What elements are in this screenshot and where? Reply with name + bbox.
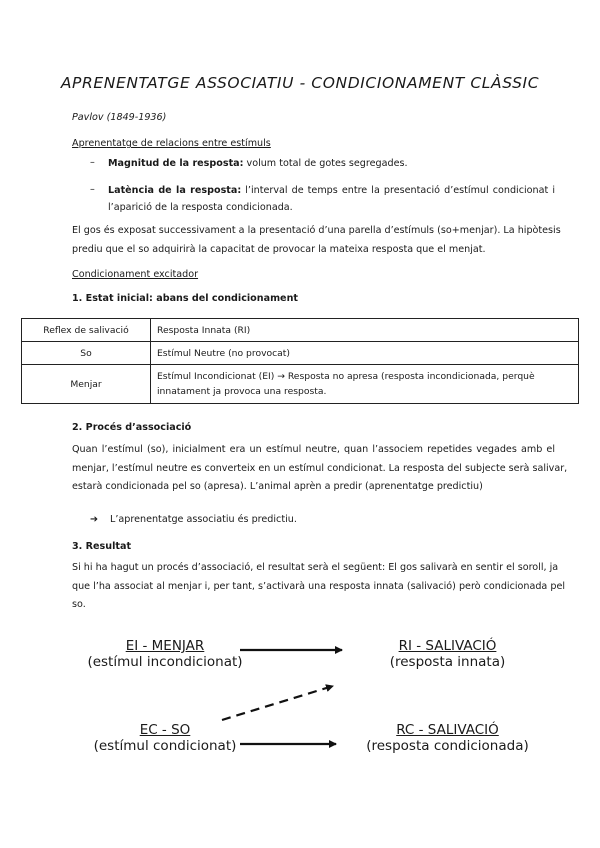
paragraph-line: prediu que el so adquirirà la capacitat de provocar la mateixa resposta que el menjat. [72,243,486,255]
section-heading-relations: Aprenentatge de relacions entre estímuls [72,138,271,149]
bullet-dash: – [90,157,95,168]
bullet-magnitude [108,157,408,170]
bullet-latency-cont: l’aparició de la resposta condicionada. [108,202,293,213]
ec-to-ri-dashed-arrow [222,686,333,720]
step-2-heading: 2. Procés d’associació [72,422,192,433]
bullet-latency [108,184,555,197]
rc-subtitle: (resposta condicionada) [366,738,529,754]
rc-label [340,722,555,754]
ei-subtitle: (estímul incondicionat) [87,654,243,670]
conditioning-table [21,318,579,404]
table-row [22,342,579,365]
paragraph-line: El gos és exposat successivament a la presentació d’una parella d’estímuls (so+menjar). La hipòtesis [72,225,561,236]
table-cell: Reflex de salivació [22,319,151,342]
bullet-term: Magnitud de la resposta: [108,158,244,169]
bullet-term: Latència de la resposta: [108,185,242,196]
table-cell: Resposta Innata (RI) [151,319,579,342]
table-cell: So [22,342,151,365]
bullet-dash: – [90,184,95,195]
paragraph-line: que l’ha associat al menjar i, per tant, s’activarà una resposta innata (salivació) però condicionada pel [72,580,566,592]
intro-paragraph [72,222,561,259]
author-line: Pavlov (1849-1936) [72,112,167,123]
paragraph-line: menjar, l’estímul neutre es converteix en un estímul condicionat. La resposta del subjecte serà salivar, [72,462,568,474]
section-heading-excitatory: Condicionament excitador [72,269,199,280]
ei-label [50,638,280,670]
step-1-heading: 1. Estat inicial: abans del condicionament [72,293,298,304]
cell-line: innatament ja provoca una resposta. [157,386,327,397]
table-row [22,319,579,342]
bullet-text: volum total de gotes segregades. [243,158,408,169]
table-cell: Estímul Neutre (no provocat) [151,342,579,365]
step-3-heading: 3. Resultat [72,541,132,552]
paragraph-line: Si hi ha hagut un procés d’associació, el resultat serà el següent: El gos salivarà en sentir el soroll, ja [72,562,559,573]
ec-subtitle: (estímul condicionat) [93,738,237,754]
ec-title: EC - SO [139,722,191,738]
cell-line: Estímul Incondicionat (EI) → Resposta no apresa (resposta incondicionada, perquè [157,371,535,382]
rc-title: RC - SALIVACIÓ [396,722,499,738]
table-cell [151,365,579,404]
arrow-note: L’aprenentatge associatiu és predictiu. [110,514,297,525]
document-title: APRENENTATGE ASSOCIATIU - CONDICIONAMENT CLÀSSIC [60,74,540,92]
step-2-paragraph [72,441,568,497]
step-3-paragraph [72,559,566,615]
paragraph-line: so. [72,599,86,610]
ri-subtitle: (resposta innata) [389,654,506,670]
ri-label [340,638,555,670]
paragraph-line: Quan l’estímul (so), inicialment era un estímul neutre, quan l’associem repetides vegades amb el [72,444,555,455]
bullet-text: l’interval de temps entre la presentació d’estímul condicionat i [241,185,555,196]
ec-label [50,722,280,754]
ei-title: EI - MENJAR [125,638,205,654]
table-row [22,365,579,404]
paragraph-line: estarà condicionada pel so (apresa). L’animal aprèn a predir (aprenentatge predictiu) [72,481,483,492]
table-cell: Menjar [22,365,151,404]
arrow-bullet-icon: ➔ [90,514,99,525]
ri-title: RI - SALIVACIÓ [398,638,497,654]
